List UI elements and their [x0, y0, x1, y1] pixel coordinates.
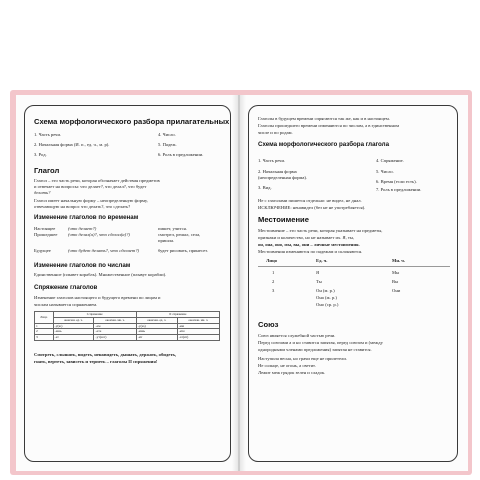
- tense-label: Будущее: [34, 248, 51, 253]
- adjective-scheme-item: 4. Число.: [158, 132, 176, 137]
- table-cell: -ем: [94, 323, 136, 329]
- table-subheader: окончан. мн. ч.: [177, 317, 219, 323]
- adjective-scheme-title: Схема морфологического разбора прилагательных: [34, 117, 230, 126]
- tense-label: Прошедшее: [34, 232, 58, 237]
- verb-infinitive-line: Глагол имеет начальную форму – неопределенную форму,: [34, 198, 148, 203]
- ne-rule-text: ИСКЛЮЧЕНИЕ: ненавидел (без не не употребляется).: [258, 205, 366, 210]
- verb-definition-line: делать?: [34, 190, 51, 195]
- verb-scheme-item: 4. Спряжение.: [376, 158, 404, 163]
- tense-question: (что делает?): [68, 226, 97, 231]
- pronoun-definition-line: Местоимения изменяются по падежам и склоняются.: [258, 249, 363, 254]
- number-heading: Изменение глаголов по числам: [34, 262, 131, 269]
- table-cell: 1: [272, 270, 275, 275]
- exceptions-text: Смотреть, слышать, видеть, ненавидеть, дышать, держать, обидеть,: [34, 352, 177, 357]
- pronoun-table-divider: [258, 266, 450, 267]
- verb-infinitive-line: отвечающую на вопрос что делать?, что сделать?: [34, 204, 131, 209]
- table-cell: -ет: [53, 335, 94, 341]
- conjugation-text: Изменение глаголов настоящего и будущего времени по лицам и: [34, 295, 161, 300]
- number-text: Единственное (плывет корабль). Множественное (плывут корабли).: [34, 272, 167, 277]
- tense-heading: Изменение глаголов по временам: [34, 214, 139, 221]
- table-cell: Они: [392, 288, 401, 293]
- adjective-scheme-item: 5. Падеж.: [158, 142, 177, 147]
- pronoun-table-header: Лицо: [266, 258, 278, 263]
- conjunction-heading: Союз: [258, 320, 279, 329]
- book-spine: [232, 95, 246, 471]
- exceptions-text: гнать, вертеть, зависеть и терпеть – глаголы II спряжения!: [34, 359, 158, 364]
- table-cell: -ишь: [136, 329, 177, 335]
- table-cell: Ты: [316, 279, 322, 284]
- verb-scheme-item: (неопределенная форма).: [258, 175, 308, 180]
- verb-scheme-item: 5. Число.: [376, 169, 394, 174]
- ne-rule-text: Не с глаголами пишется отдельно: не видел, не днал.: [258, 198, 362, 203]
- tense-example: пишет, учится.: [158, 226, 187, 231]
- table-cell: 3: [272, 288, 275, 293]
- verb-heading: Глагол: [34, 166, 60, 175]
- table-cell: -ут(ют): [94, 335, 136, 341]
- pronoun-definition-line: признаки и количество, но не называет их. Я, ты,: [258, 235, 355, 240]
- table-cell: -ите: [177, 329, 219, 335]
- tense-example: пришла.: [158, 238, 175, 243]
- table-subheader: окончан. мн. ч.: [94, 317, 136, 323]
- table-cell: -у(ю): [53, 323, 94, 329]
- verb-scheme-item: 2. Начальная форма: [258, 169, 297, 174]
- table-cell: 1: [35, 323, 54, 329]
- pronoun-table-header: Ед. ч.: [316, 258, 328, 263]
- conjunction-text: Перед союзами а и но ставится запятая, перед союзом и (между: [258, 340, 383, 345]
- verb-scheme-item: 1. Часть речи.: [258, 158, 286, 163]
- table-row: [35, 335, 220, 341]
- table-cell: 2: [35, 329, 54, 335]
- tense-question: (что делал(а)?, что сделал(а)?): [68, 232, 130, 237]
- pronoun-definition-line: Местоимение – это часть речи, которая указывает на предметы,: [258, 228, 383, 233]
- conjugation-table: [34, 311, 220, 341]
- tense-question: (что будет делать?, что сделает?): [68, 248, 140, 253]
- verb-scheme-item: 3. Вид.: [258, 185, 272, 190]
- table-header: I спряжение: [53, 312, 136, 318]
- adjective-scheme-item: 6. Роль в предложении.: [158, 152, 204, 157]
- tense-example: будет рисовать, принесет.: [158, 248, 208, 253]
- table-cell: -ешь: [53, 329, 94, 335]
- pronoun-heading: Местоимение: [258, 215, 309, 224]
- table-subheader: окончан. ед. ч.: [53, 317, 94, 323]
- adjective-scheme-item: 3. Род.: [34, 152, 47, 157]
- table-cell: Вы: [392, 279, 399, 284]
- future-tense-text: Глаголы прошедшего времени изменяются по числам, а в единственном: [258, 123, 400, 128]
- table-cell: Я: [316, 270, 320, 275]
- table-cell: Оно (ср. р.): [316, 302, 339, 307]
- verb-scheme-item: 6. Время (если есть).: [376, 179, 417, 184]
- verb-scheme-item: 7. Роль в предложении.: [376, 187, 422, 192]
- future-tense-text: числе и по родам.: [258, 130, 293, 135]
- conjunction-example: Лежит меж грядок зелен и сладок.: [258, 370, 326, 375]
- table-cell: -ит: [136, 335, 177, 341]
- conjunction-text: Союз является служебной частью речи.: [258, 333, 336, 338]
- table-cell: -ете: [94, 329, 136, 335]
- conjunction-text: однородными членами предложения) запятая не ставится.: [258, 347, 372, 352]
- pronoun-table-header: Мн. ч.: [392, 258, 406, 263]
- table-header: Лицо: [35, 312, 54, 324]
- table-cell: Она (ж. р.): [316, 295, 337, 300]
- conjugation-heading: Спряжение глаголов: [34, 284, 98, 291]
- verb-definition-line: и отвечает на вопросы: что делает?, что делал?, что будет: [34, 184, 147, 189]
- table-header: II спряжение: [136, 312, 219, 318]
- pronoun-definition-line: он, она, оно, мы, вы, они – личные местоимения.: [258, 242, 360, 247]
- table-cell: Мы: [392, 270, 400, 275]
- table-cell: 3: [35, 335, 54, 341]
- tense-example: смотрел, решал, села,: [158, 232, 201, 237]
- verb-definition-line: Глагол – это часть речи, которая обозначает действия предметов: [34, 178, 160, 183]
- future-tense-text: Глаголы в будущем времени спрягаются так же, как и в настоящем.: [258, 116, 390, 121]
- table-cell: 2: [272, 279, 275, 284]
- table-cell: Он (м. р.): [316, 288, 335, 293]
- tense-label: Настоящее: [34, 226, 56, 231]
- verb-scheme-title: Схема морфологического разбора глагола: [258, 141, 390, 148]
- conjunction-example: Не солнце, не огонь, а светит.: [258, 363, 316, 368]
- table-subheader: окончан. ед. ч.: [136, 317, 177, 323]
- adjective-scheme-item: 1. Часть речи.: [34, 132, 62, 137]
- adjective-scheme-item: 2. Начальная форма (И. п., ед. ч., м. р).: [34, 142, 110, 147]
- conjunction-example: Наступила весна, но грачи еще не прилетели.: [258, 356, 347, 361]
- table-cell: -у(ю): [136, 323, 177, 329]
- table-cell: -им: [177, 323, 219, 329]
- conjugation-text: числам называется спряжением.: [34, 302, 98, 307]
- table-cell: -ат(ят): [177, 335, 219, 341]
